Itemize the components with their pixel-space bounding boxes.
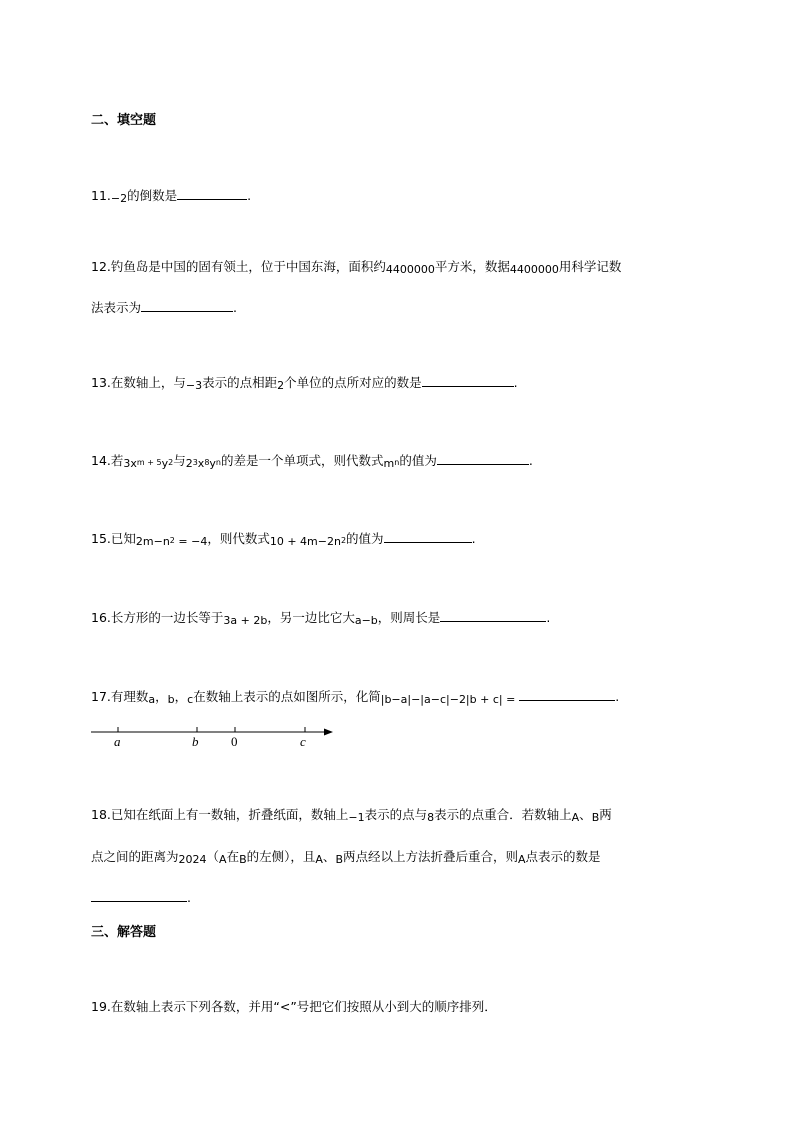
math-value: A [518,853,526,866]
question-text: ，另一边比它大 [267,610,355,625]
math-value: A [315,853,323,866]
question-text: 表示的点与 [364,807,428,822]
period: . [513,375,518,390]
question-text: 19.在数轴上表示下列各数，并用“<”号把它们按照从小到大的顺序排列． [91,999,497,1014]
question-text: ，则周长是 [377,610,441,625]
question-text: 12.钓鱼岛是中国的固有领土，位于中国东海，面积约 [91,259,386,274]
question-text: 的差是一个单项式，则代数式 [221,453,384,468]
section-title: 三、解答题 [91,925,157,940]
answer-blank[interactable] [91,888,187,902]
exponent: 2 [169,536,175,545]
period: . [615,689,620,704]
period: . [546,610,551,625]
question-text: 两点经以上方法折叠后重合，则 [342,849,518,864]
math-value: 4400000 [385,263,435,276]
exponent: 8 [204,458,210,467]
separator: ， [155,689,168,704]
math-term: 10 + 4m−2n [269,535,341,548]
period: . [247,188,252,203]
axis-arrow-icon [324,729,333,736]
exponent: 2 [168,458,174,467]
period: . [528,453,533,468]
math-value: a−b [354,614,378,627]
math-value: a [148,693,156,706]
period: . [233,300,237,315]
math-expression: |b−a|−|a−c|−2|b + c| = [380,693,516,706]
question-number: 11. [91,188,111,203]
separator: ， [174,689,188,704]
math-value: −2 [110,192,128,205]
question-text: 14.若 [91,453,124,468]
question-text: 的值为 [346,531,384,546]
section-title: 二、填空题 [91,113,157,128]
question-text: 17.有理数 [91,689,149,704]
exponent: 2 [340,536,347,545]
section-heading-answer [91,924,156,942]
math-term: m [383,457,395,470]
question-text: 个单位的点所对应的数是 [284,375,422,390]
math-value: −3 [185,379,203,392]
question-text: 在数轴上表示的点如图所示，化简 [193,689,381,704]
math-value: 3a + 2b [223,614,268,627]
period: . [471,531,476,546]
question-text: 表示的点相距 [202,375,278,390]
question-text: 、 [579,807,592,822]
period: . [187,890,191,905]
question-text: 15.已知 [91,531,136,546]
axis-label-zero: 0 [231,734,238,749]
axis-label-b: b [192,734,199,749]
math-value: 4400000 [509,263,559,276]
question-text: 的左侧），且 [246,849,316,864]
math-term: y [209,457,216,470]
exponent: 3 [192,458,198,467]
question-text: 点表示的数是 [525,849,601,864]
question-text: 的值为 [399,453,437,468]
question-text: 平方米，数据 [434,259,510,274]
question-18-line-2 [91,848,601,867]
exponent: n [215,458,221,467]
question-text: 法表示为 [91,300,142,315]
question-text: 的倒数是 [127,188,178,203]
question-text: 与 [173,453,186,468]
math-term: 3x [123,457,137,470]
math-value: 2024 [178,853,207,866]
question-18-line-3 [91,888,191,907]
math-value: 2 [277,379,285,392]
math-value: B [591,811,600,824]
question-text: ，则代数式 [207,531,270,546]
question-18-line-1 [91,806,612,825]
question-text: 点之间的距离为 [91,849,179,864]
question-text: 表示的点重合．若数轴上 [434,807,572,822]
math-value: −1 [348,811,365,824]
question-text: 两 [599,807,612,822]
math-term: x [197,457,205,470]
math-value: 8 [427,811,435,824]
question-text: 13.在数轴上，与 [91,375,186,390]
math-term: 2 [185,457,193,470]
math-term: 2m−n [135,535,170,548]
math-term: = −4 [174,535,208,548]
axis-label-c: c [300,734,306,749]
math-value: B [335,853,343,866]
exponent: m + 5 [136,458,162,467]
question-text: 用科学记数 [558,259,622,274]
math-value: A [219,853,227,866]
math-value: c [187,693,194,706]
axis-label-a: a [114,734,121,749]
question-19 [91,998,497,1016]
question-text: （ [206,849,220,864]
question-text: 18.已知在纸面上有一数轴，折叠纸面，数轴上 [91,807,349,822]
math-value: b [167,693,175,706]
math-value: B [239,853,247,866]
question-text: 在 [226,849,240,864]
math-value: A [571,811,580,824]
math-term: y [161,457,169,470]
question-text: 、 [322,849,336,864]
question-text: 16.长方形的一边长等于 [91,610,224,625]
exponent: n [394,458,400,467]
